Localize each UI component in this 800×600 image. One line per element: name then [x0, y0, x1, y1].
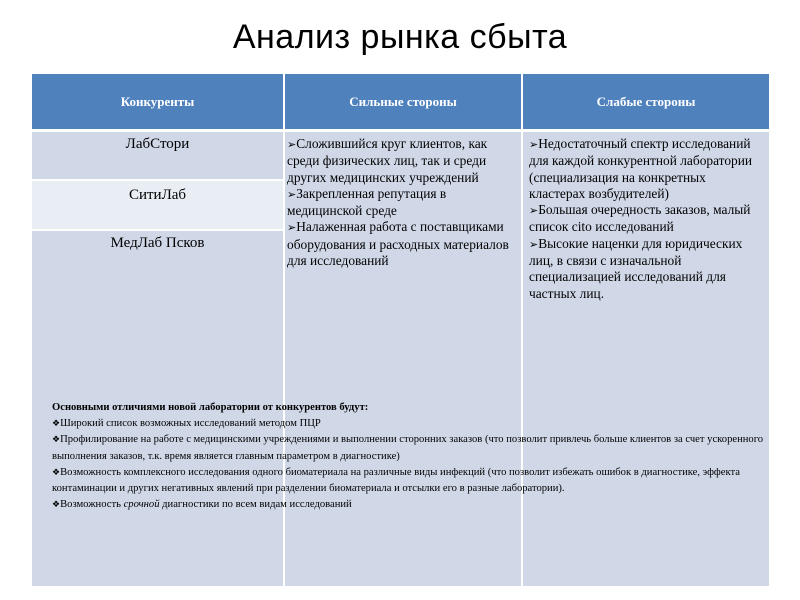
- diamond-bullet-icon: ❖: [52, 467, 61, 478]
- note-emphasis: срочной: [123, 499, 160, 511]
- note-item: ❖Широкий список возможных исследований методом ПЦР: [52, 418, 321, 430]
- header-competitors: Конкуренты: [32, 74, 283, 129]
- competitor-cell: [32, 181, 283, 229]
- arrow-check-icon: ➢: [529, 237, 539, 251]
- note-item: ❖Профилирование на работе с медицинскими учреждениями и выполнении сторонних заказов (что позволит привлечь больше клиентов за счет ускоренного выполнения заказов, т.к. время является главным параметром в диагностике): [52, 434, 764, 462]
- diamond-bullet-icon: ❖: [52, 419, 61, 430]
- slide-title: Анализ рынка сбыта: [232, 18, 568, 56]
- arrow-check-icon: ➢: [287, 187, 297, 201]
- header-strengths: Сильные стороны: [285, 74, 521, 129]
- competitor-cell: [32, 231, 283, 271]
- strength-item: ➢Закрепленная репутация в медицинской среде: [287, 185, 447, 219]
- weakness-item: ➢Большая очередность заказов, малый список cito исследований: [529, 202, 751, 235]
- strength-item: ➢Сложившийся круг клиентов, как среди физических лиц, так и среди других медицинских учреждений: [287, 136, 488, 185]
- weaknesses-list: [529, 136, 759, 302]
- strengths-list: [287, 136, 515, 269]
- competitor-cell: [32, 132, 283, 179]
- arrow-check-icon: ➢: [529, 138, 539, 151]
- competitor-name: МедЛаб Псков: [110, 235, 205, 251]
- key-differences-note: [52, 400, 764, 513]
- competitor-name: ЛабСтори: [125, 136, 190, 152]
- note-item: ❖Возможность комплексного исследования одного биоматериала на различные виды инфекций (что позволит избежать ошибок в диагностике, эффекта контаминации и других негативных явлений при разделении биоматериала и отсылки его в разные лаборатории).: [52, 466, 740, 495]
- header-weaknesses: Слабые стороны: [523, 74, 769, 129]
- note-heading: Основными отличиями новой лаборатории от конкурентов будут:: [52, 402, 369, 413]
- arrow-check-icon: ➢: [287, 221, 297, 235]
- strength-item: ➢Налаженная работа с поставщиками оборудования и расходных материалов для исследований: [287, 219, 509, 269]
- note-item: ❖Возможность срочной диагностики по всем видам исследований: [52, 499, 352, 511]
- diamond-bullet-icon: ❖: [52, 500, 61, 511]
- arrow-check-icon: ➢: [287, 138, 297, 151]
- weakness-item: ➢Недостаточный спектр исследований для каждой конкурентной лаборатории (специализация на конкретных кластерах возбудителей): [529, 136, 753, 201]
- weakness-item: ➢Высокие наценки для юридических лиц, в связи с изначальной специализацией исследований для частных лиц.: [529, 235, 743, 301]
- arrow-check-icon: ➢: [529, 204, 539, 218]
- diamond-bullet-icon: ❖: [52, 435, 61, 446]
- competitor-name: СитиЛаб: [128, 187, 187, 203]
